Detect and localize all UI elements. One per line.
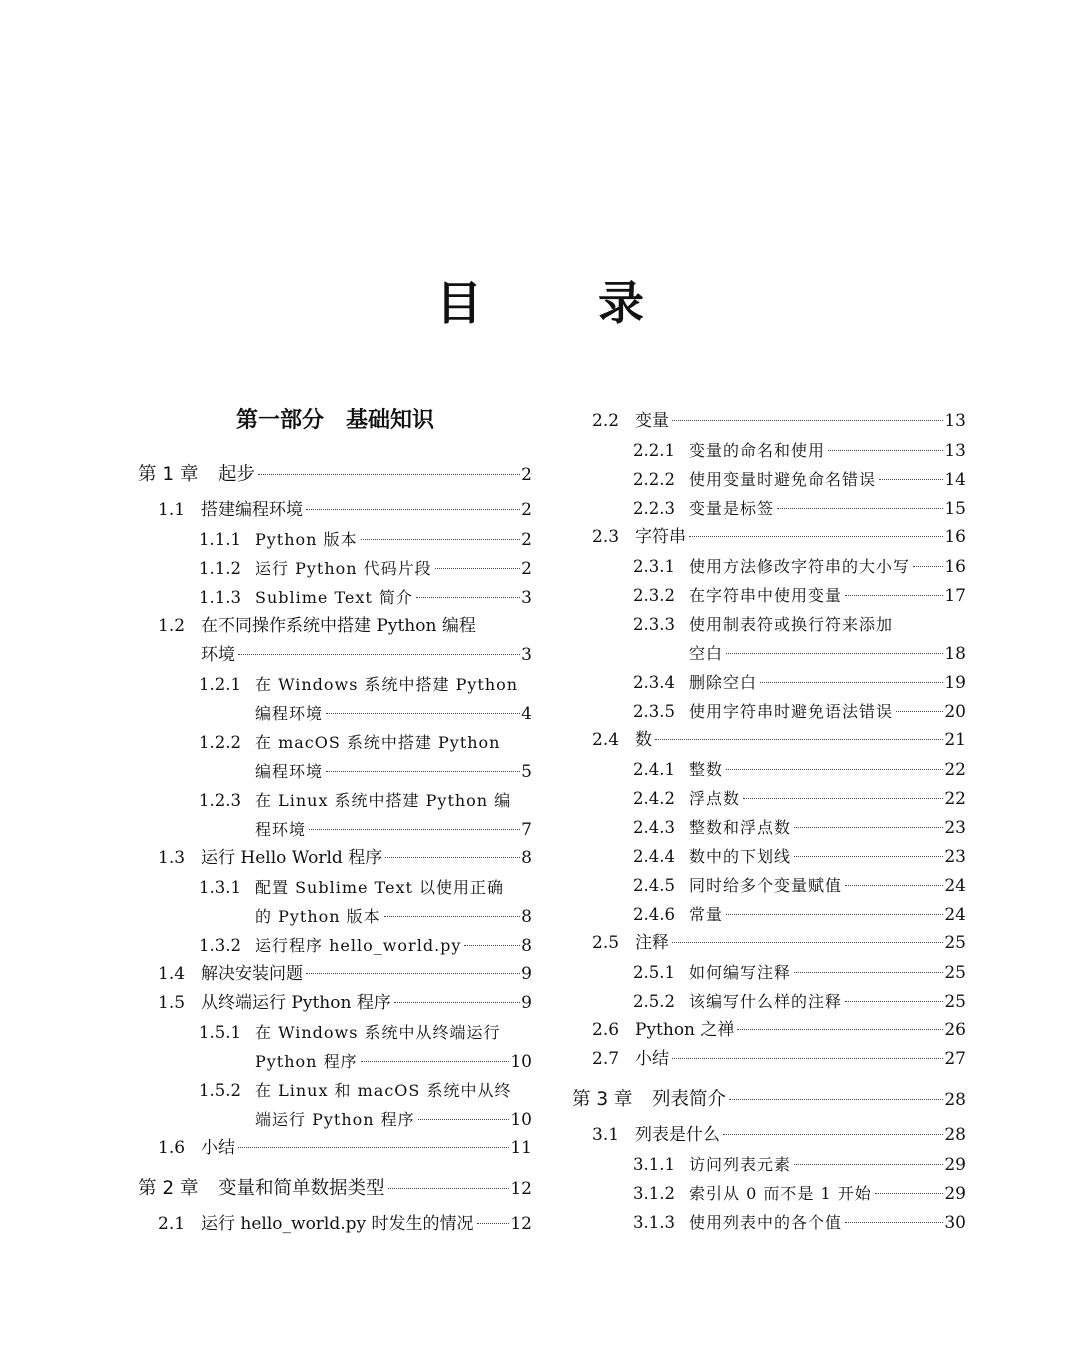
toc-entry-title: 常量 [689, 905, 724, 924]
toc-page-number: 17 [944, 586, 966, 606]
toc-entry-title: 使用变量时避免命名错误 [689, 470, 877, 489]
toc-dot-leader [879, 479, 943, 480]
toc-page-number: 30 [944, 1213, 966, 1233]
toc-dot-leader [384, 916, 521, 917]
toc-entry-number: 1.1.3 [199, 588, 241, 607]
toc-dot-leader [672, 1058, 943, 1059]
toc-section-entry[interactable] [592, 1121, 966, 1150]
toc-entry-number: 2.4.3 [633, 818, 675, 837]
toc-subsection-entry[interactable] [633, 784, 966, 813]
toc-dot-leader [794, 856, 943, 857]
toc-entry-number: 第 2 章 [138, 1178, 199, 1199]
toc-subsection-entry[interactable] [633, 552, 966, 581]
toc-page-number: 11 [510, 1138, 532, 1158]
toc-section-entry[interactable] [158, 496, 532, 525]
toc-entry-title: 列表简介 [652, 1089, 727, 1110]
toc-page-number: 27 [944, 1049, 966, 1069]
toc-entry-number: 2.2.3 [633, 499, 675, 518]
toc-entry-number: 3.1.3 [633, 1213, 675, 1232]
toc-dot-leader [743, 798, 943, 799]
toc-subsection-entry[interactable] [255, 902, 532, 931]
toc-entry-number: 1.6 [158, 1138, 186, 1158]
toc-dot-leader [464, 945, 520, 946]
toc-entry-title: 索引从 0 而不是 1 开始 [689, 1184, 872, 1203]
toc-section-entry[interactable] [158, 612, 532, 641]
toc-entry-title: 使用字符串时避免语法错误 [689, 702, 894, 721]
toc-entry-title: 配置 Sublime Text 以使用正确 [255, 878, 504, 897]
toc-entry-number: 1.1.1 [199, 530, 241, 549]
toc-subsection-entry[interactable] [633, 1208, 966, 1237]
toc-subsection-entry[interactable] [633, 436, 966, 465]
toc-dot-leader [361, 539, 521, 540]
toc-dot-leader [828, 450, 943, 451]
toc-dot-leader [238, 654, 520, 655]
toc-section-entry[interactable] [158, 1134, 532, 1163]
toc-page-number: 3 [521, 588, 532, 608]
toc-page-number: 21 [944, 730, 966, 750]
toc-subsection-entry[interactable] [199, 1018, 532, 1047]
toc-entry-title: 在 Linux 和 macOS 系统中从终 [255, 1081, 512, 1100]
toc-section-entry[interactable] [592, 1045, 966, 1074]
toc-entry-title: 整数和浮点数 [689, 818, 792, 837]
page-title [0, 268, 1080, 338]
toc-page-number: 12 [510, 1179, 532, 1199]
toc-entry-number: 2.4.4 [633, 847, 675, 866]
toc-entry-title: 在 macOS 系统中搭建 Python [255, 733, 501, 752]
toc-page-number: 10 [510, 1052, 532, 1072]
toc-entry-title: 变量 [635, 411, 669, 431]
toc-entry-number: 第 3 章 [572, 1089, 633, 1110]
toc-entry-title: 如何编写注释 [689, 963, 792, 982]
toc-page-number: 28 [944, 1125, 966, 1145]
toc-chapter-entry[interactable] [572, 1085, 966, 1115]
toc-entry-number: 2.4.1 [633, 760, 675, 779]
toc-subsection-entry[interactable] [199, 554, 532, 583]
toc-page-number: 29 [944, 1184, 966, 1204]
toc-entry-number: 2.3.3 [633, 615, 675, 634]
toc-entry-title: 在字符串中使用变量 [689, 586, 843, 605]
toc-dot-leader [416, 597, 520, 598]
toc-dot-leader [394, 1002, 520, 1003]
toc-page-number: 25 [944, 933, 966, 953]
toc-subsection-entry[interactable] [633, 465, 966, 494]
toc-dot-leader [306, 509, 520, 510]
toc-dot-leader [326, 771, 520, 772]
toc-subsection-entry[interactable] [633, 987, 966, 1016]
toc-entry-number: 2.2 [592, 411, 620, 431]
toc-subsection-entry[interactable] [199, 583, 532, 612]
toc-dot-leader [845, 885, 943, 886]
toc-page-number: 8 [521, 936, 532, 956]
toc-dot-leader [306, 973, 520, 974]
toc-entry-title: 程环境 [255, 820, 307, 839]
toc-subsection-entry[interactable] [199, 873, 532, 902]
toc-page-number: 20 [944, 702, 966, 722]
toc-entry-number: 1.2 [158, 616, 186, 636]
toc-dot-leader [794, 972, 943, 973]
toc-section-entry[interactable] [158, 960, 532, 989]
toc-dot-leader [760, 682, 943, 683]
toc-entry-number: 2.1 [158, 1214, 186, 1234]
toc-entry-number: 1.2.1 [199, 675, 241, 694]
toc-entry-title: 变量的命名和使用 [689, 441, 826, 460]
toc-entry-title: 使用制表符或换行符来添加 [689, 615, 894, 634]
toc-page-number: 9 [521, 993, 532, 1013]
toc-dot-leader [794, 827, 943, 828]
toc-section-entry[interactable] [158, 989, 532, 1018]
toc-page-number: 22 [944, 789, 966, 809]
toc-entry-title: Sublime Text 简介 [255, 588, 413, 607]
toc-page-number: 12 [510, 1214, 532, 1234]
toc-section-entry[interactable] [592, 1016, 966, 1045]
toc-entry-title: 变量是标签 [689, 499, 775, 518]
toc-subsection-entry[interactable] [633, 900, 966, 929]
toc-entry-title: 使用方法修改字符串的大小写 [689, 557, 911, 576]
toc-page-number: 8 [521, 848, 532, 868]
toc-section-entry[interactable] [592, 726, 966, 755]
toc-entry-title: Python 之禅 [635, 1020, 735, 1040]
toc-dot-leader [361, 1061, 510, 1062]
toc-page-number: 16 [944, 527, 966, 547]
toc-dot-leader [737, 1029, 943, 1030]
toc-dot-leader [726, 769, 943, 770]
toc-page-number: 26 [944, 1020, 966, 1040]
toc-page-number: 25 [944, 963, 966, 983]
toc-dot-leader [726, 653, 943, 654]
toc-subsection-entry[interactable] [199, 670, 532, 699]
toc-page-number: 13 [944, 411, 966, 431]
toc-entry-number: 第 1 章 [138, 464, 199, 485]
toc-entry-number: 2.3.5 [633, 702, 675, 721]
toc-subsection-entry[interactable] [255, 757, 532, 786]
toc-page-number: 7 [521, 820, 532, 840]
toc-page-number: 15 [944, 499, 966, 519]
toc-entry-number: 1.3.2 [199, 936, 241, 955]
toc-entry-number: 2.2.1 [633, 441, 675, 460]
toc-dot-leader [435, 568, 521, 569]
toc-subsection-entry[interactable] [633, 958, 966, 987]
toc-page-number: 13 [944, 441, 966, 461]
toc-entry-title: 同时给多个变量赋值 [689, 876, 843, 895]
toc-entry-number: 2.4 [592, 730, 620, 750]
toc-subsection-entry[interactable] [199, 786, 532, 815]
toc-entry-title: 的 Python 版本 [255, 907, 381, 926]
toc-entry-number: 1.2.3 [199, 791, 241, 810]
toc-entry-title: 整数 [689, 760, 724, 779]
toc-entry-title: Python 版本 [255, 530, 358, 549]
toc-page-number: 2 [521, 530, 532, 550]
toc-entry-title: 运行程序 hello_world.py [255, 936, 462, 955]
toc-entry-number: 2.3.4 [633, 673, 675, 692]
toc-entry-number: 2.3.2 [633, 586, 675, 605]
toc-section-entry[interactable] [592, 523, 966, 552]
toc-subsection-entry[interactable] [255, 1047, 532, 1076]
toc-entry-number: 1.5 [158, 993, 186, 1013]
toc-page-number: 4 [521, 704, 532, 724]
toc-entry-number: 2.5.2 [633, 992, 675, 1011]
toc-subsection-entry[interactable] [633, 1179, 966, 1208]
toc-page-number: 19 [944, 673, 966, 693]
toc-page-number: 9 [521, 964, 532, 984]
toc-page-number: 2 [521, 465, 532, 485]
toc-entry-number: 1.1.2 [199, 559, 241, 578]
toc-page-number: 2 [521, 500, 532, 520]
toc-dot-leader [777, 508, 943, 509]
toc-dot-leader [845, 595, 943, 596]
toc-subsection-entry[interactable] [199, 1076, 532, 1105]
toc-page-number: 3 [521, 645, 532, 665]
toc-entry-number: 2.3 [592, 527, 620, 547]
toc-subsection-entry[interactable] [633, 697, 966, 726]
toc-entry-title: 运行 hello_world.py 时发生的情况 [201, 1214, 474, 1234]
toc-entry-number: 1.5.2 [199, 1081, 241, 1100]
page-title-char-1: 目 [436, 276, 482, 330]
toc-page-number: 2 [521, 559, 532, 579]
toc-entry-number: 1.1 [158, 500, 186, 520]
toc-entry-title: 环境 [201, 645, 235, 665]
toc-entry-number: 3.1 [592, 1125, 620, 1145]
toc-entry-title: 使用列表中的各个值 [689, 1213, 843, 1232]
toc-dot-leader [672, 420, 943, 421]
toc-chapter-entry[interactable] [138, 1174, 532, 1204]
toc-entry-title: 在 Windows 系统中从终端运行 [255, 1023, 501, 1042]
toc-section-entry[interactable] [158, 1210, 532, 1239]
toc-entry-number: 1.2.2 [199, 733, 241, 752]
toc-entry-number: 2.5.1 [633, 963, 675, 982]
toc-subsection-entry[interactable] [633, 842, 966, 871]
toc-entry-title: 在不同操作系统中搭建 Python 编程 [201, 616, 476, 636]
toc-entry-number: 2.2.2 [633, 470, 675, 489]
toc-entry-title: Python 程序 [255, 1052, 358, 1071]
toc-subsection-entry[interactable] [633, 581, 966, 610]
toc-subsection-entry[interactable] [255, 1105, 532, 1134]
toc-dot-leader [672, 942, 943, 943]
toc-subsection-entry[interactable] [199, 728, 532, 757]
toc-entry-title: 空白 [689, 644, 724, 663]
toc-page-number: 10 [510, 1110, 532, 1130]
toc-section-entry[interactable] [201, 641, 532, 670]
toc-subsection-entry[interactable] [199, 525, 532, 554]
toc-page-number: 25 [944, 992, 966, 1012]
toc-page-number: 28 [944, 1090, 966, 1110]
toc-subsection-entry[interactable] [633, 610, 966, 639]
toc-page-number: 8 [521, 907, 532, 927]
toc-entry-number: 2.4.2 [633, 789, 675, 808]
toc-subsection-entry[interactable] [255, 815, 532, 844]
toc-entry-number: 1.3 [158, 848, 186, 868]
toc-entry-title: 数中的下划线 [689, 847, 792, 866]
toc-subsection-entry[interactable] [633, 871, 966, 900]
toc-dot-leader [896, 711, 943, 712]
toc-subsection-entry[interactable] [689, 639, 966, 668]
toc-entry-title: 起步 [218, 464, 256, 485]
toc-entry-number: 1.5.1 [199, 1023, 241, 1042]
toc-entry-number: 2.3.1 [633, 557, 675, 576]
toc-dot-leader [689, 536, 943, 537]
toc-section-entry[interactable] [592, 929, 966, 958]
toc-entry-title: 删除空白 [689, 673, 758, 692]
toc-page-number: 14 [944, 470, 966, 490]
toc-entry-number: 3.1.2 [633, 1184, 675, 1203]
part-heading: 第一部分 基础知识 [235, 407, 434, 433]
toc-subsection-entry[interactable] [633, 755, 966, 784]
toc-entry-number: 2.6 [592, 1020, 620, 1040]
toc-entry-title: 小结 [201, 1138, 235, 1158]
toc-entry-title: 浮点数 [689, 789, 741, 808]
toc-dot-leader [385, 857, 520, 858]
toc-entry-title: 搭建编程环境 [201, 500, 303, 520]
toc-dot-leader [477, 1223, 510, 1224]
toc-subsection-entry[interactable] [633, 668, 966, 697]
toc-entry-title: 在 Windows 系统中搭建 Python [255, 675, 519, 694]
toc-entry-number: 3.1.1 [633, 1155, 675, 1174]
toc-page-number: 23 [944, 847, 966, 867]
toc-page-number: 24 [944, 905, 966, 925]
toc-entry-title: 访问列表元素 [689, 1155, 792, 1174]
toc-entry-title: 小结 [635, 1049, 669, 1069]
toc-entry-title: 运行 Hello World 程序 [201, 848, 383, 868]
toc-dot-leader [418, 1119, 510, 1120]
toc-dot-leader [655, 739, 943, 740]
toc-entry-title: 列表是什么 [635, 1125, 720, 1145]
toc-entry-number: 1.3.1 [199, 878, 241, 897]
toc-section-entry[interactable] [592, 407, 966, 436]
toc-entry-title: 字符串 [635, 527, 686, 547]
toc-dot-leader [388, 1188, 510, 1189]
toc-section-entry[interactable] [158, 844, 532, 873]
toc-dot-leader [729, 1099, 943, 1100]
toc-dot-leader [258, 474, 520, 475]
toc-page-number: 23 [944, 818, 966, 838]
toc-subsection-entry[interactable] [633, 494, 966, 523]
toc-dot-leader [794, 1164, 943, 1165]
toc-subsection-entry[interactable] [255, 699, 532, 728]
toc-entry-title: 从终端运行 Python 程序 [201, 993, 391, 1013]
toc-page-number: 18 [944, 644, 966, 664]
toc-dot-leader [326, 713, 520, 714]
toc-chapter-entry[interactable] [138, 460, 532, 490]
toc-entry-title: 变量和简单数据类型 [218, 1178, 385, 1199]
toc-subsection-entry[interactable] [199, 931, 532, 960]
toc-entry-number: 2.4.5 [633, 876, 675, 895]
toc-dot-leader [238, 1147, 509, 1148]
toc-entry-title: 解决安装问题 [201, 964, 303, 984]
toc-dot-leader [723, 1134, 943, 1135]
toc-dot-leader [726, 914, 943, 915]
toc-entry-number: 2.7 [592, 1049, 620, 1069]
toc-subsection-entry[interactable] [633, 813, 966, 842]
toc-entry-title: 编程环境 [255, 704, 324, 723]
toc-dot-leader [875, 1193, 944, 1194]
toc-entry-title: 运行 Python 代码片段 [255, 559, 432, 578]
page-title-char-2: 录 [598, 276, 644, 330]
toc-entry-title: 该编写什么样的注释 [689, 992, 843, 1011]
toc-entry-number: 2.4.6 [633, 905, 675, 924]
toc-dot-leader [845, 1001, 943, 1002]
toc-entry-title: 端运行 Python 程序 [255, 1110, 415, 1129]
toc-dot-leader [845, 1222, 943, 1223]
toc-page-number: 29 [944, 1155, 966, 1175]
toc-page-number: 24 [944, 876, 966, 896]
toc-dot-leader [309, 829, 520, 830]
toc-entry-number: 2.5 [592, 933, 620, 953]
toc-subsection-entry[interactable] [633, 1150, 966, 1179]
toc-entry-title: 编程环境 [255, 762, 324, 781]
toc-entry-title: 数 [635, 730, 652, 750]
toc-page-number: 22 [944, 760, 966, 780]
toc-dot-leader [913, 566, 943, 567]
toc-entry-title: 在 Linux 系统中搭建 Python 编 [255, 791, 512, 810]
toc-entry-title: 注释 [635, 933, 669, 953]
toc-entry-number: 1.4 [158, 964, 186, 984]
toc-page-number: 16 [944, 557, 966, 577]
toc-page-number: 5 [521, 762, 532, 782]
